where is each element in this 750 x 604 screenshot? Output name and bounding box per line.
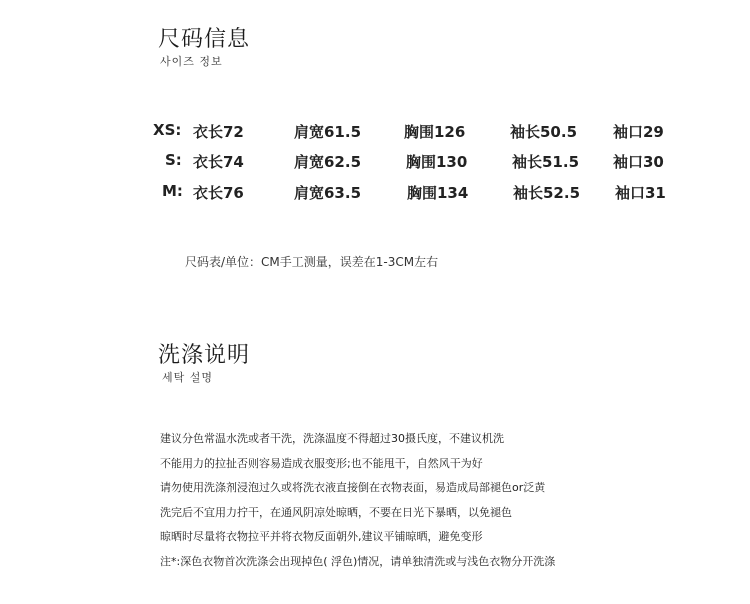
wash-subtitle: 세탁 설명 — [162, 371, 214, 384]
size-label: M: — [162, 182, 183, 200]
size-note: 尺码表/单位：CM手工测量，误差在1-3CM左右 — [185, 255, 439, 269]
shoulder-value: 肩宽63.5 — [294, 184, 362, 202]
wash-line: 注*:深色衣物首次洗涤会出现掉色( 浮色)情况，请单独清洗或与浅色衣物分开洗涤 — [160, 555, 556, 568]
size-row-xs — [0, 121, 750, 143]
size-label: XS: — [153, 121, 182, 139]
shoulder-value: 肩宽61.5 — [294, 123, 362, 141]
sleeve-value: 袖长51.5 — [512, 153, 580, 171]
sleeve-value: 袖长52.5 — [513, 184, 581, 202]
cuff-value: 袖口31 — [615, 184, 666, 202]
wash-line: 洗完后不宜用力拧干，在通风阴凉处晾晒，不要在日光下暴晒，以免褪色 — [160, 506, 512, 519]
chest-value: 胸围130 — [406, 153, 468, 171]
size-row-s — [0, 151, 750, 173]
cuff-value: 袖口29 — [613, 123, 664, 141]
length-value: 衣长76 — [193, 184, 244, 202]
size-label: S: — [165, 151, 182, 169]
shoulder-value: 肩宽62.5 — [294, 153, 362, 171]
wash-title: 洗涤说明 — [158, 343, 251, 368]
wash-line: 请勿使用洗涤剂浸泡过久或将洗衣液直接倒在衣物表面，易造成局部褪色or泛黄 — [160, 481, 546, 494]
length-value: 衣长74 — [193, 153, 244, 171]
cuff-value: 袖口30 — [613, 153, 664, 171]
size-row-m — [0, 182, 750, 204]
size-info-title: 尺码信息 — [158, 27, 251, 52]
chest-value: 胸围126 — [404, 123, 466, 141]
wash-line: 建议分色常温水洗或者干洗，洗涤温度不得超过30摄氏度，不建议机洗 — [160, 432, 504, 445]
sleeve-value: 袖长50.5 — [510, 123, 578, 141]
wash-line: 晾晒时尽量将衣物拉平并将衣物反面朝外,建议平铺晾晒，避免变形 — [160, 530, 483, 543]
length-value: 衣长72 — [193, 123, 244, 141]
wash-line: 不能用力的拉扯否则容易造成衣服变形;也不能甩干，自然风干为好 — [160, 457, 483, 470]
chest-value: 胸围134 — [407, 184, 469, 202]
size-info-subtitle: 사이즈 정보 — [160, 55, 223, 68]
